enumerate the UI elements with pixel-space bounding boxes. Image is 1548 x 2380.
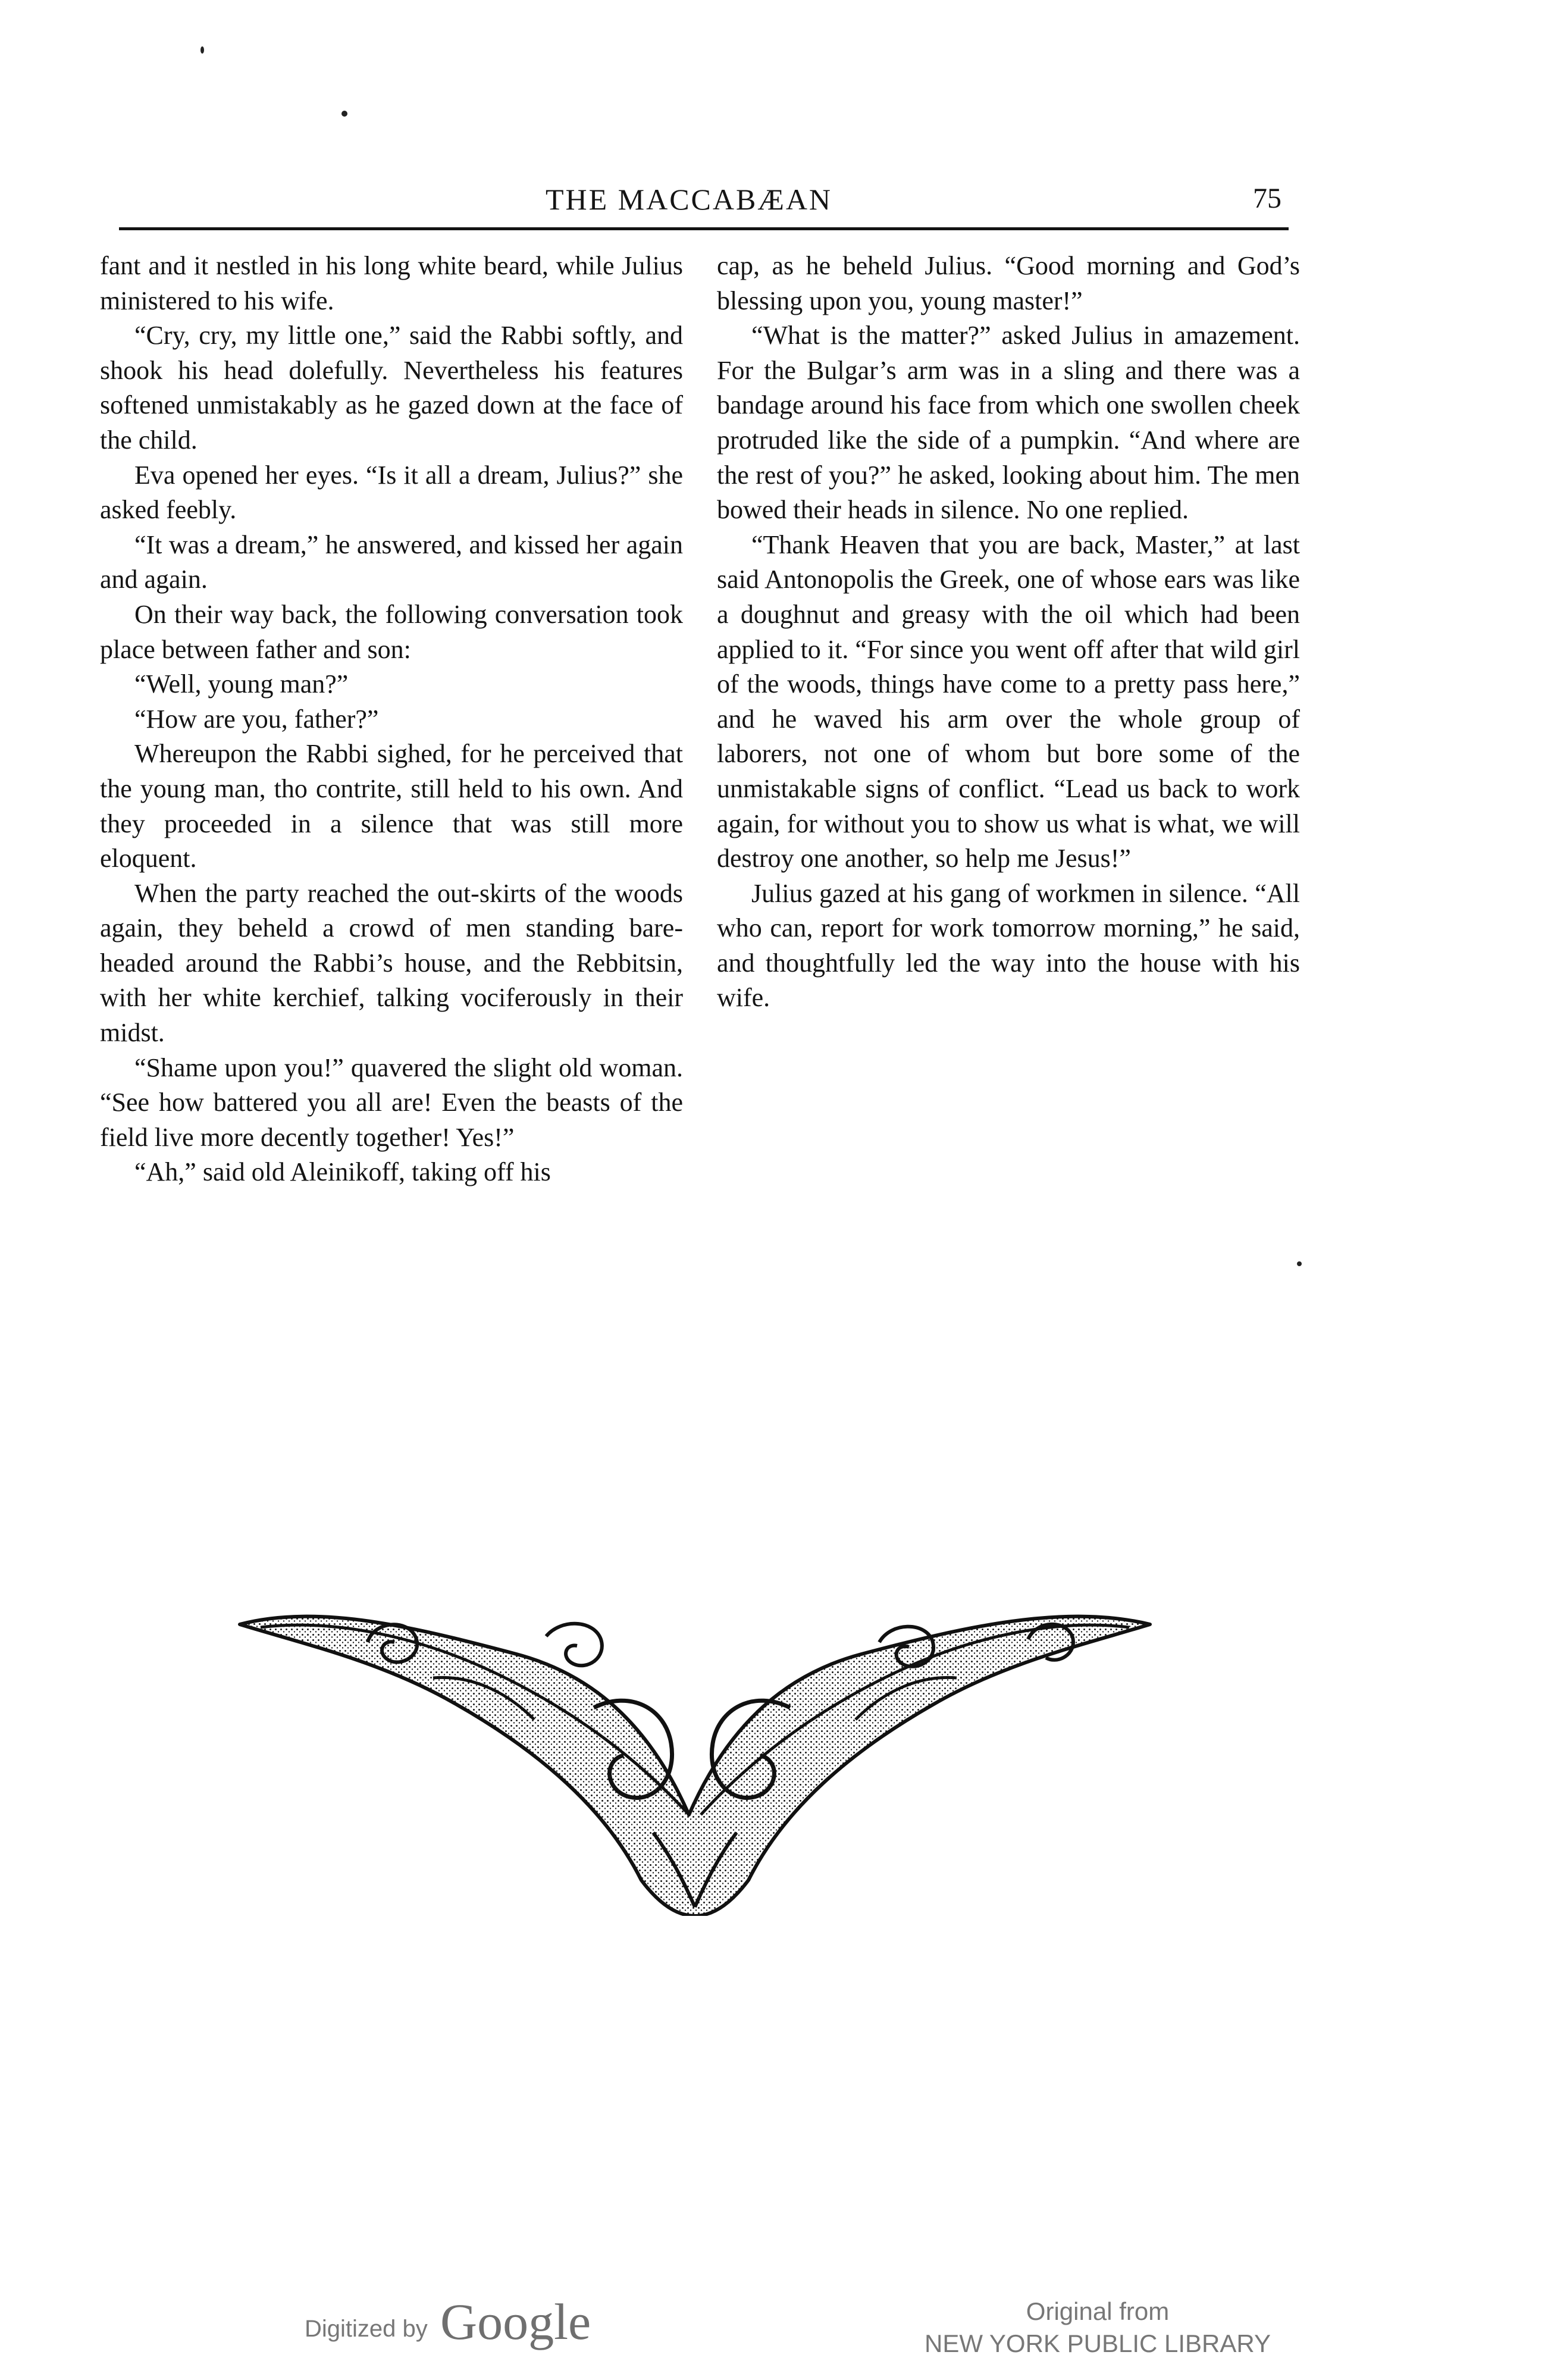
paragraph: When the party reached the out-skirts of the woods again, they beheld a crowd of men standing bare-headed around the Rabbi’s house, and the Rebbitsin, with her white kerchief, talking vociferously in their midst. [100,878,683,1048]
paragraph: “Ah,” said old Aleinikoff, taking off his [134,1157,551,1187]
source-library-watermark [821,2296,1374,2360]
digitized-by-watermark [305,2285,638,2350]
left-column [100,249,683,1190]
header-rule [119,227,1289,230]
stray-ink-dot [200,46,204,54]
paragraph: “Well, young man?” [134,669,349,699]
library-name: NEW YORK PUBLIC LIBRARY [925,2329,1271,2357]
stray-ink-dot [1297,1261,1302,1266]
paragraph: “It was a dream,” he answered, and kissed her again and again. [100,530,683,594]
journal-title: THE MACCABÆAN [545,183,833,216]
original-from-label: Original from [1026,2297,1170,2325]
page-header [89,178,1289,231]
paragraph: fant and it nestled in his long white beard, while Julius ministered to his wife. [100,251,683,315]
paragraph: “What is the matter?” asked Julius in amazement. For the Bulgar’s arm was in a sling and there was a bandage around his face from which one swollen cheek protruded like the side of a pumpkin. “And where are the rest of you?” he asked, looking about him. The men bowed their heads in silence. No one replied. [717,321,1300,525]
paragraph: Eva opened her eyes. “Is it all a dream, Julius?” she asked feebly. [100,460,683,525]
paragraph: cap, as he beheld Julius. “Good morning and God’s blessing upon you, young master!” [717,251,1300,315]
digitizer-logo: Google [440,2293,591,2350]
paragraph: Whereupon the Rabbi sighed, for he perceived that the young man, tho contrite, still held to his own. And they proceeded in a silence that was still more eloquent. [100,739,683,873]
paragraph: Julius gazed at his gang of workmen in silence. “All who can, report for work tomorrow morning,” he said, and thoughtfully led the way into the house with his wife. [717,878,1300,1013]
paragraph: “Cry, cry, my little one,” said the Rabbi softly, and shook his head dolefully. Nevertheless his features softened unmistakably as he gazed down at the face of the child. [100,321,683,455]
digitized-label: Digitized by [305,2316,428,2342]
stray-ink-dot [341,111,347,117]
paragraph: “Thank Heaven that you are back, Master,” at last said Antonopolis the Greek, one of whose ears was like a doughnut and greasy with the oil which had been applied to it. “For since you went off after that wild girl of the woods, things have come to a pretty pass here,” and he waved his arm over the whole group of laborers, not one of whom but bore some of the unmistakable signs of conflict. “Lead us back to work again, for without you to show us what is what, we will destroy one another, so help me Jesus!” [717,530,1300,873]
paragraph: “Shame upon you!” quavered the slight old woman. “See how battered you all are! Even the beasts of the field live more decently together! Yes!” [100,1053,683,1152]
page-number: 75 [1253,183,1281,214]
decorative-tailpiece-ornament [237,1606,1153,1916]
paragraph: On their way back, the following conversation took place between father and son: [100,599,683,664]
right-column [717,249,1300,1016]
paragraph: “How are you, father?” [134,704,379,734]
